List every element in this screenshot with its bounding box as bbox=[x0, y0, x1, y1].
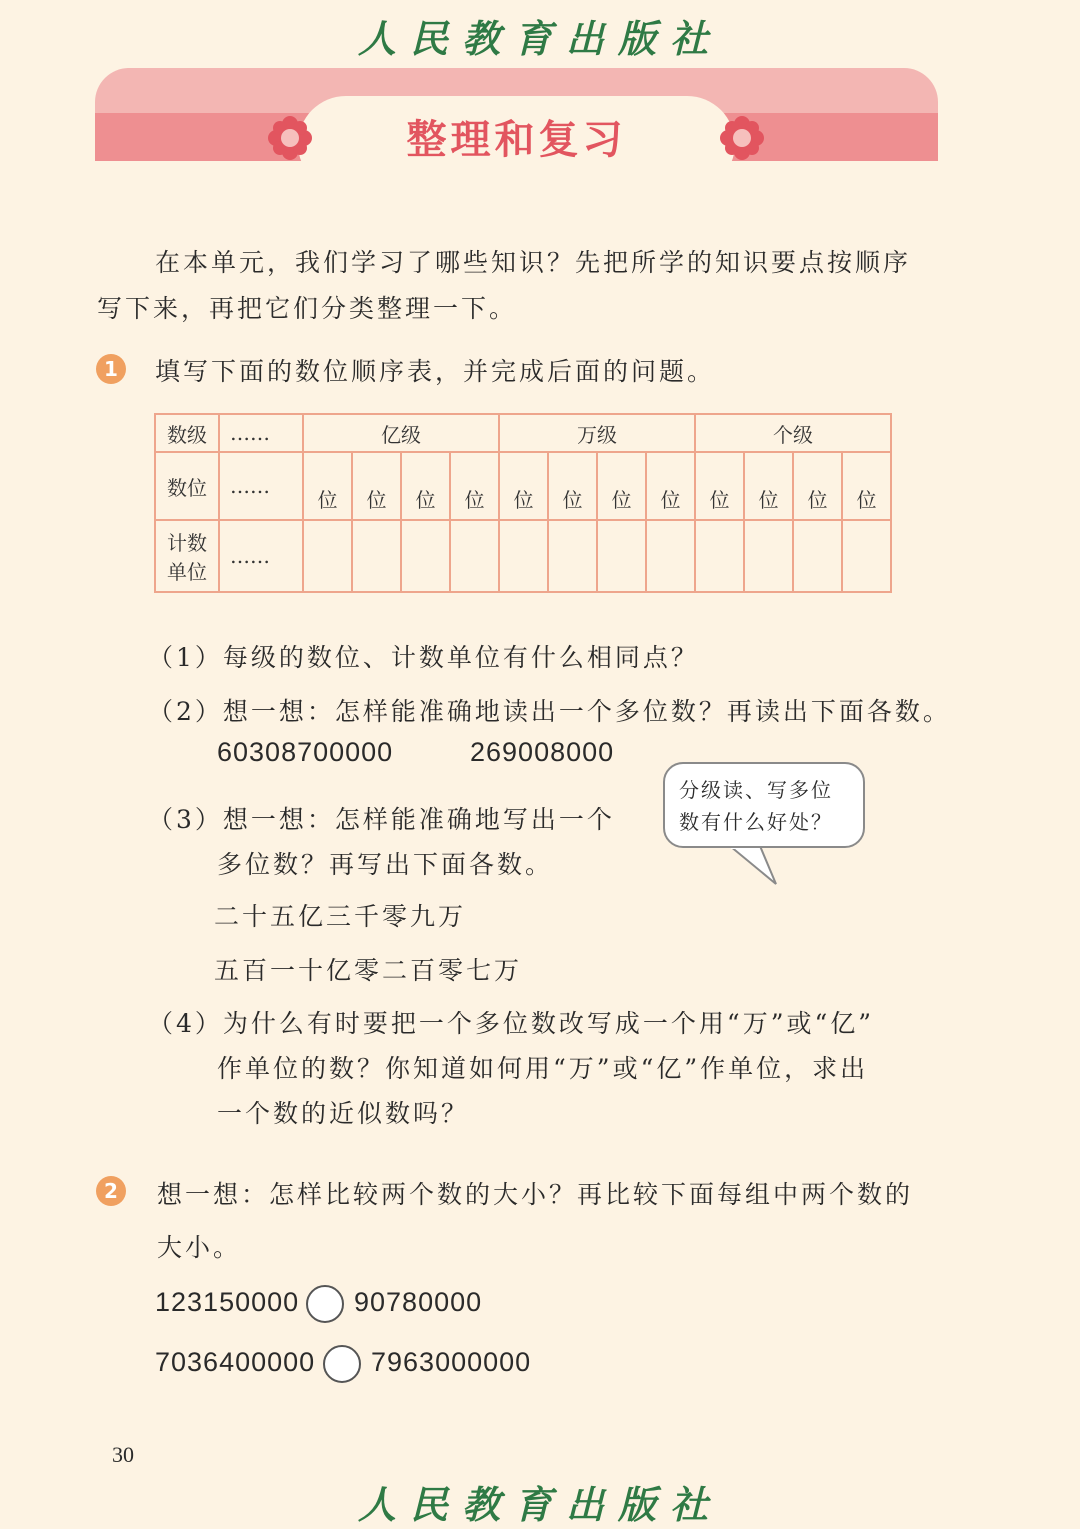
digit-place-cell[interactable]: 位 bbox=[695, 452, 744, 520]
sub-question-3-line-1: （3）想一想：怎样能准确地写出一个 bbox=[148, 805, 615, 834]
compare-2-right: 7963000000 bbox=[371, 1347, 532, 1377]
bubble-line-2: 数有什么好处？ bbox=[679, 810, 833, 834]
unit-blank-cell[interactable] bbox=[695, 520, 744, 592]
page-title: 整理和复习 bbox=[406, 117, 627, 163]
group-yi: 亿级 bbox=[303, 414, 499, 452]
unit-blank-cell[interactable] bbox=[793, 520, 842, 592]
question-2-line-2: 大小。 bbox=[157, 1233, 242, 1262]
digit-place-cell[interactable]: 位 bbox=[744, 452, 793, 520]
ellipsis-cell: …… bbox=[219, 520, 303, 592]
unit-blank-cell[interactable] bbox=[744, 520, 793, 592]
question-1-badge: 1 bbox=[96, 354, 126, 384]
digit-place-cell[interactable]: 位 bbox=[548, 452, 597, 520]
question-2-line-1: 想一想：怎样比较两个数的大小？再比较下面每组中两个数的 bbox=[157, 1180, 914, 1209]
compare-1-right: 90780000 bbox=[354, 1287, 483, 1317]
digit-place-cell[interactable]: 位 bbox=[842, 452, 891, 520]
sub-question-4-line-3: 一个数的近似数吗？ bbox=[217, 1099, 470, 1128]
bubble-line-1: 分级读、写多位 bbox=[679, 778, 833, 802]
speech-bubble bbox=[663, 762, 865, 848]
ellipsis-cell: …… bbox=[219, 452, 303, 520]
ellipsis-cell: …… bbox=[219, 414, 303, 452]
compare-2-answer-circle[interactable] bbox=[323, 1345, 361, 1383]
compare-1-left: 123150000 bbox=[155, 1287, 300, 1317]
digit-place-cell[interactable]: 位 bbox=[597, 452, 646, 520]
sub-question-2: （2）想一想：怎样能准确地读出一个多位数？再读出下面各数。 bbox=[148, 697, 951, 726]
unit-blank-cell[interactable] bbox=[646, 520, 695, 592]
unit-blank-cell[interactable] bbox=[499, 520, 548, 592]
digit-place-cell[interactable]: 位 bbox=[793, 452, 842, 520]
row-label-level: 数级 bbox=[155, 414, 219, 452]
row-label-unit-b: 单位 bbox=[167, 560, 207, 584]
row-label-digit: 数位 bbox=[155, 452, 219, 520]
compare-1-answer-circle[interactable] bbox=[306, 1285, 344, 1323]
row-label-unit-a: 计数 bbox=[167, 531, 207, 555]
write-number-b: 五百一十亿零二百零七万 bbox=[214, 956, 523, 985]
group-ge: 个级 bbox=[695, 414, 891, 452]
sub-question-1: （1）每级的数位、计数单位有什么相同点？ bbox=[148, 643, 699, 672]
intro-line-2: 写下来，再把它们分类整理一下。 bbox=[97, 294, 518, 323]
group-wan: 万级 bbox=[499, 414, 695, 452]
read-number-a: 60308700000 bbox=[217, 737, 394, 767]
digit-place-cell[interactable]: 位 bbox=[303, 452, 352, 520]
sub-question-4-line-2: 作单位的数？你知道如何用“万”或“亿”作单位，求出 bbox=[217, 1054, 869, 1083]
unit-blank-cell[interactable] bbox=[450, 520, 499, 592]
question-1-text: 填写下面的数位顺序表，并完成后面的问题。 bbox=[155, 357, 716, 386]
place-value-table bbox=[154, 413, 892, 593]
compare-2-left: 7036400000 bbox=[155, 1347, 316, 1377]
unit-blank-cell[interactable] bbox=[303, 520, 352, 592]
intro-line-1: 在本单元，我们学习了哪些知识？先把所学的知识要点按顺序 bbox=[155, 248, 912, 277]
digit-place-cell[interactable]: 位 bbox=[646, 452, 695, 520]
unit-blank-cell[interactable] bbox=[352, 520, 401, 592]
question-2-badge: 2 bbox=[96, 1176, 126, 1206]
read-number-b: 269008000 bbox=[470, 737, 615, 767]
publisher-logo-top: 人民教育出版社 bbox=[357, 16, 722, 61]
unit-blank-cell[interactable] bbox=[401, 520, 450, 592]
digit-place-cell[interactable]: 位 bbox=[401, 452, 450, 520]
digit-place-cell[interactable]: 位 bbox=[499, 452, 548, 520]
page-number: 30 bbox=[112, 1442, 134, 1467]
digit-place-cell[interactable]: 位 bbox=[450, 452, 499, 520]
unit-blank-cell[interactable] bbox=[842, 520, 891, 592]
row-label-unit bbox=[155, 520, 219, 592]
publisher-logo-bottom: 人民教育出版社 bbox=[357, 1482, 722, 1527]
write-number-a: 二十五亿三千零九万 bbox=[214, 902, 467, 931]
sub-question-3-line-2: 多位数？再写出下面各数。 bbox=[217, 850, 554, 879]
unit-blank-cell[interactable] bbox=[597, 520, 646, 592]
sub-question-4-line-1: （4）为什么有时要把一个多位数改写成一个用“万”或“亿” bbox=[148, 1009, 875, 1038]
unit-blank-cell[interactable] bbox=[548, 520, 597, 592]
digit-place-cell[interactable]: 位 bbox=[352, 452, 401, 520]
